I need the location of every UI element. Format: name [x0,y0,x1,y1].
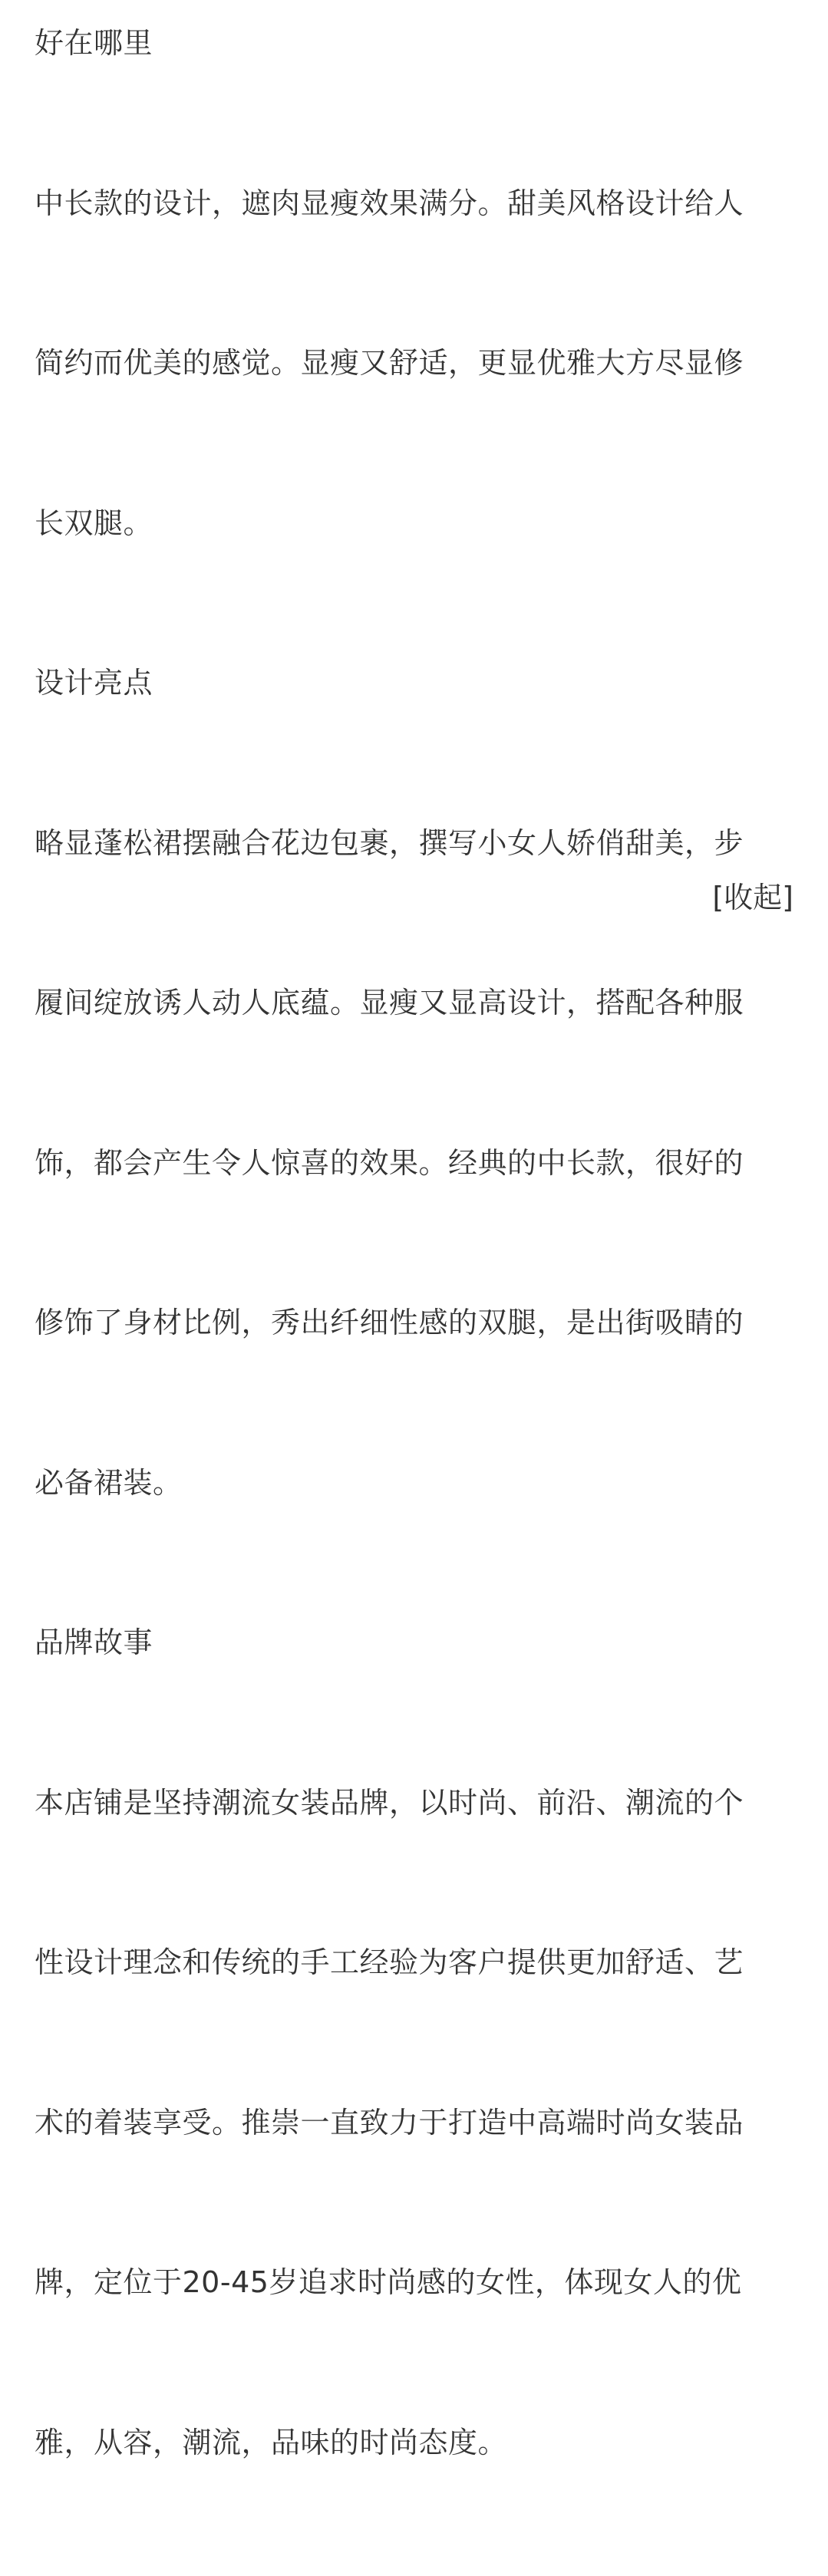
text-line: 略显蓬松裙摆融合花边包裹，撰写小女人娇俏甜美，步 [35,817,790,871]
section-heading: 好在哪里 [35,17,790,71]
product-description [35,17,790,2576]
text-line: 必备裙装。 [35,1457,790,1510]
text-line: 牌，定位于20-45岁追求时尚感的女性，体现女人的优 [35,2256,790,2310]
section-body [35,71,790,657]
text-line: 雅，从容，潮流，品味的时尚态度。 [35,2416,790,2470]
section-heading: 设计亮点 [35,657,790,710]
text-line: 性设计理念和传统的手工经验为客户提供更加舒适、艺 [35,1936,790,1990]
text-line: 履间绽放诱人动人底蕴。显瘦又显高设计，搭配各种服 [35,977,790,1030]
text-line: 中长款的设计，遮肉显瘦效果满分。甜美风格设计给人 [35,177,790,231]
text-line: 简约而优美的感觉。显瘦又舒适，更显优雅大方尽显修 [35,337,790,390]
text-line: 饰，都会产生令人惊喜的效果。经典的中长款，很好的 [35,1137,790,1191]
text-line: 本店铺是坚持潮流女装品牌，以时尚、前沿、潮流的个 [35,1777,790,1830]
section-body [35,710,790,1617]
collapse-button[interactable]: [收起] [712,871,793,925]
section-design-highlights [35,657,790,1616]
section-heading: 品牌故事 [35,1616,790,1670]
section-advantages [35,17,790,657]
text-line: 术的着装享受。推崇一直致力于打造中高端时尚女装品 [35,2097,790,2150]
text-line: 长双腿。 [35,497,790,551]
section-brand-story [35,1616,790,2576]
text-line: 修饰了身材比例，秀出纤细性感的双腿，是出街吸睛的 [35,1296,790,1350]
section-body [35,1670,790,2576]
